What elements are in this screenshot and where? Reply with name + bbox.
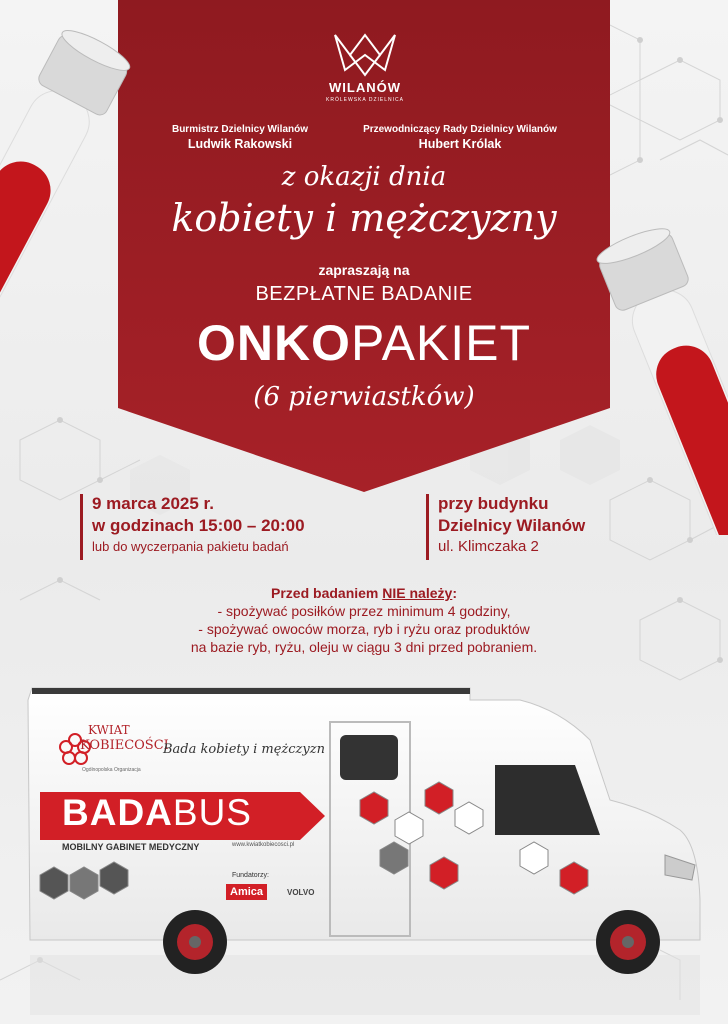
package-title-bold: ONKO bbox=[196, 315, 351, 371]
where-block bbox=[438, 494, 585, 555]
occasion-line1: z okazji dnia bbox=[281, 162, 447, 192]
notes-heading-post: : bbox=[452, 585, 457, 601]
bus-brand-line1: KWIAT bbox=[88, 723, 130, 737]
package-title-light: PAKIET bbox=[350, 315, 532, 371]
host-role: Burmistrz Dzielnicy Wilanów bbox=[171, 124, 309, 135]
sponsor-amica: Amica bbox=[226, 884, 267, 900]
when-divider bbox=[80, 494, 83, 560]
bus-brand-subtitle: Ogólnopolska Organizacja bbox=[82, 767, 141, 773]
notes-item: - spożywać owoców morza, ryb i ryżu oraz produktów bbox=[198, 621, 530, 637]
host-name: Ludwik Rakowski bbox=[187, 137, 293, 151]
notes-heading-pre: Przed badaniem bbox=[271, 585, 383, 601]
notes-heading bbox=[60, 584, 668, 602]
invite-line1: zapraszają na bbox=[318, 262, 410, 278]
where-divider bbox=[426, 494, 429, 560]
event-hours: w godzinach 15:00 – 20:00 bbox=[92, 516, 305, 535]
bus-name-light: BUS bbox=[172, 792, 252, 833]
notes-item: - spożywać posiłków przez minimum 4 godziny, bbox=[217, 603, 511, 619]
host-mayor bbox=[150, 124, 330, 151]
when-block bbox=[92, 494, 305, 554]
wilanow-crown-logo-icon bbox=[330, 30, 400, 80]
logo-subtitle: KRÓLEWSKA DZIELNICA bbox=[326, 97, 404, 103]
occasion-line2: kobiety i mężczyzny bbox=[171, 196, 557, 240]
bus-brand-line2: KOBIECOŚCI bbox=[80, 738, 169, 753]
location-line2: Dzielnicy Wilanów bbox=[438, 516, 586, 535]
invite-line2: BEZPŁATNE BADANIE bbox=[255, 283, 473, 305]
notes-heading-emphasis: NIE należy bbox=[382, 585, 453, 601]
sponsor-volvo: VOLVO bbox=[287, 888, 315, 897]
package-detail: (6 pierwiastków) bbox=[253, 382, 475, 412]
bus-sponsors-label: Fundatorzy: bbox=[232, 872, 269, 879]
notes-item: na bazie ryb, ryżu, oleju w ciągu 3 dni przed pobraniem. bbox=[190, 639, 538, 655]
test-tube-left-icon bbox=[0, 30, 150, 340]
logo-name: WILANÓW bbox=[329, 80, 401, 95]
package-title bbox=[118, 314, 610, 372]
bus-website: www.kwiatkobiecosci.pl bbox=[232, 842, 295, 848]
host-council-chair bbox=[340, 124, 580, 151]
event-note: lub do wyczerpania pakietu badań bbox=[92, 539, 289, 554]
bus-tagline: MOBILNY GABINET MEDYCZNY bbox=[62, 842, 200, 852]
bus-name-bold: BADA bbox=[62, 792, 173, 833]
host-name: Hubert Królak bbox=[418, 137, 502, 151]
test-tube-right-icon bbox=[580, 225, 728, 535]
preparation-notes bbox=[60, 584, 668, 656]
event-date: 9 marca 2025 r. bbox=[92, 494, 214, 513]
bus-slogan: Bada kobiety i mężczyzn bbox=[163, 742, 325, 757]
location-line1: przy budynku bbox=[438, 494, 549, 513]
location-address: ul. Klimczaka 2 bbox=[438, 538, 539, 555]
bus-name bbox=[62, 792, 252, 834]
host-role: Przewodniczący Rady Dzielnicy Wilanów bbox=[363, 124, 557, 135]
